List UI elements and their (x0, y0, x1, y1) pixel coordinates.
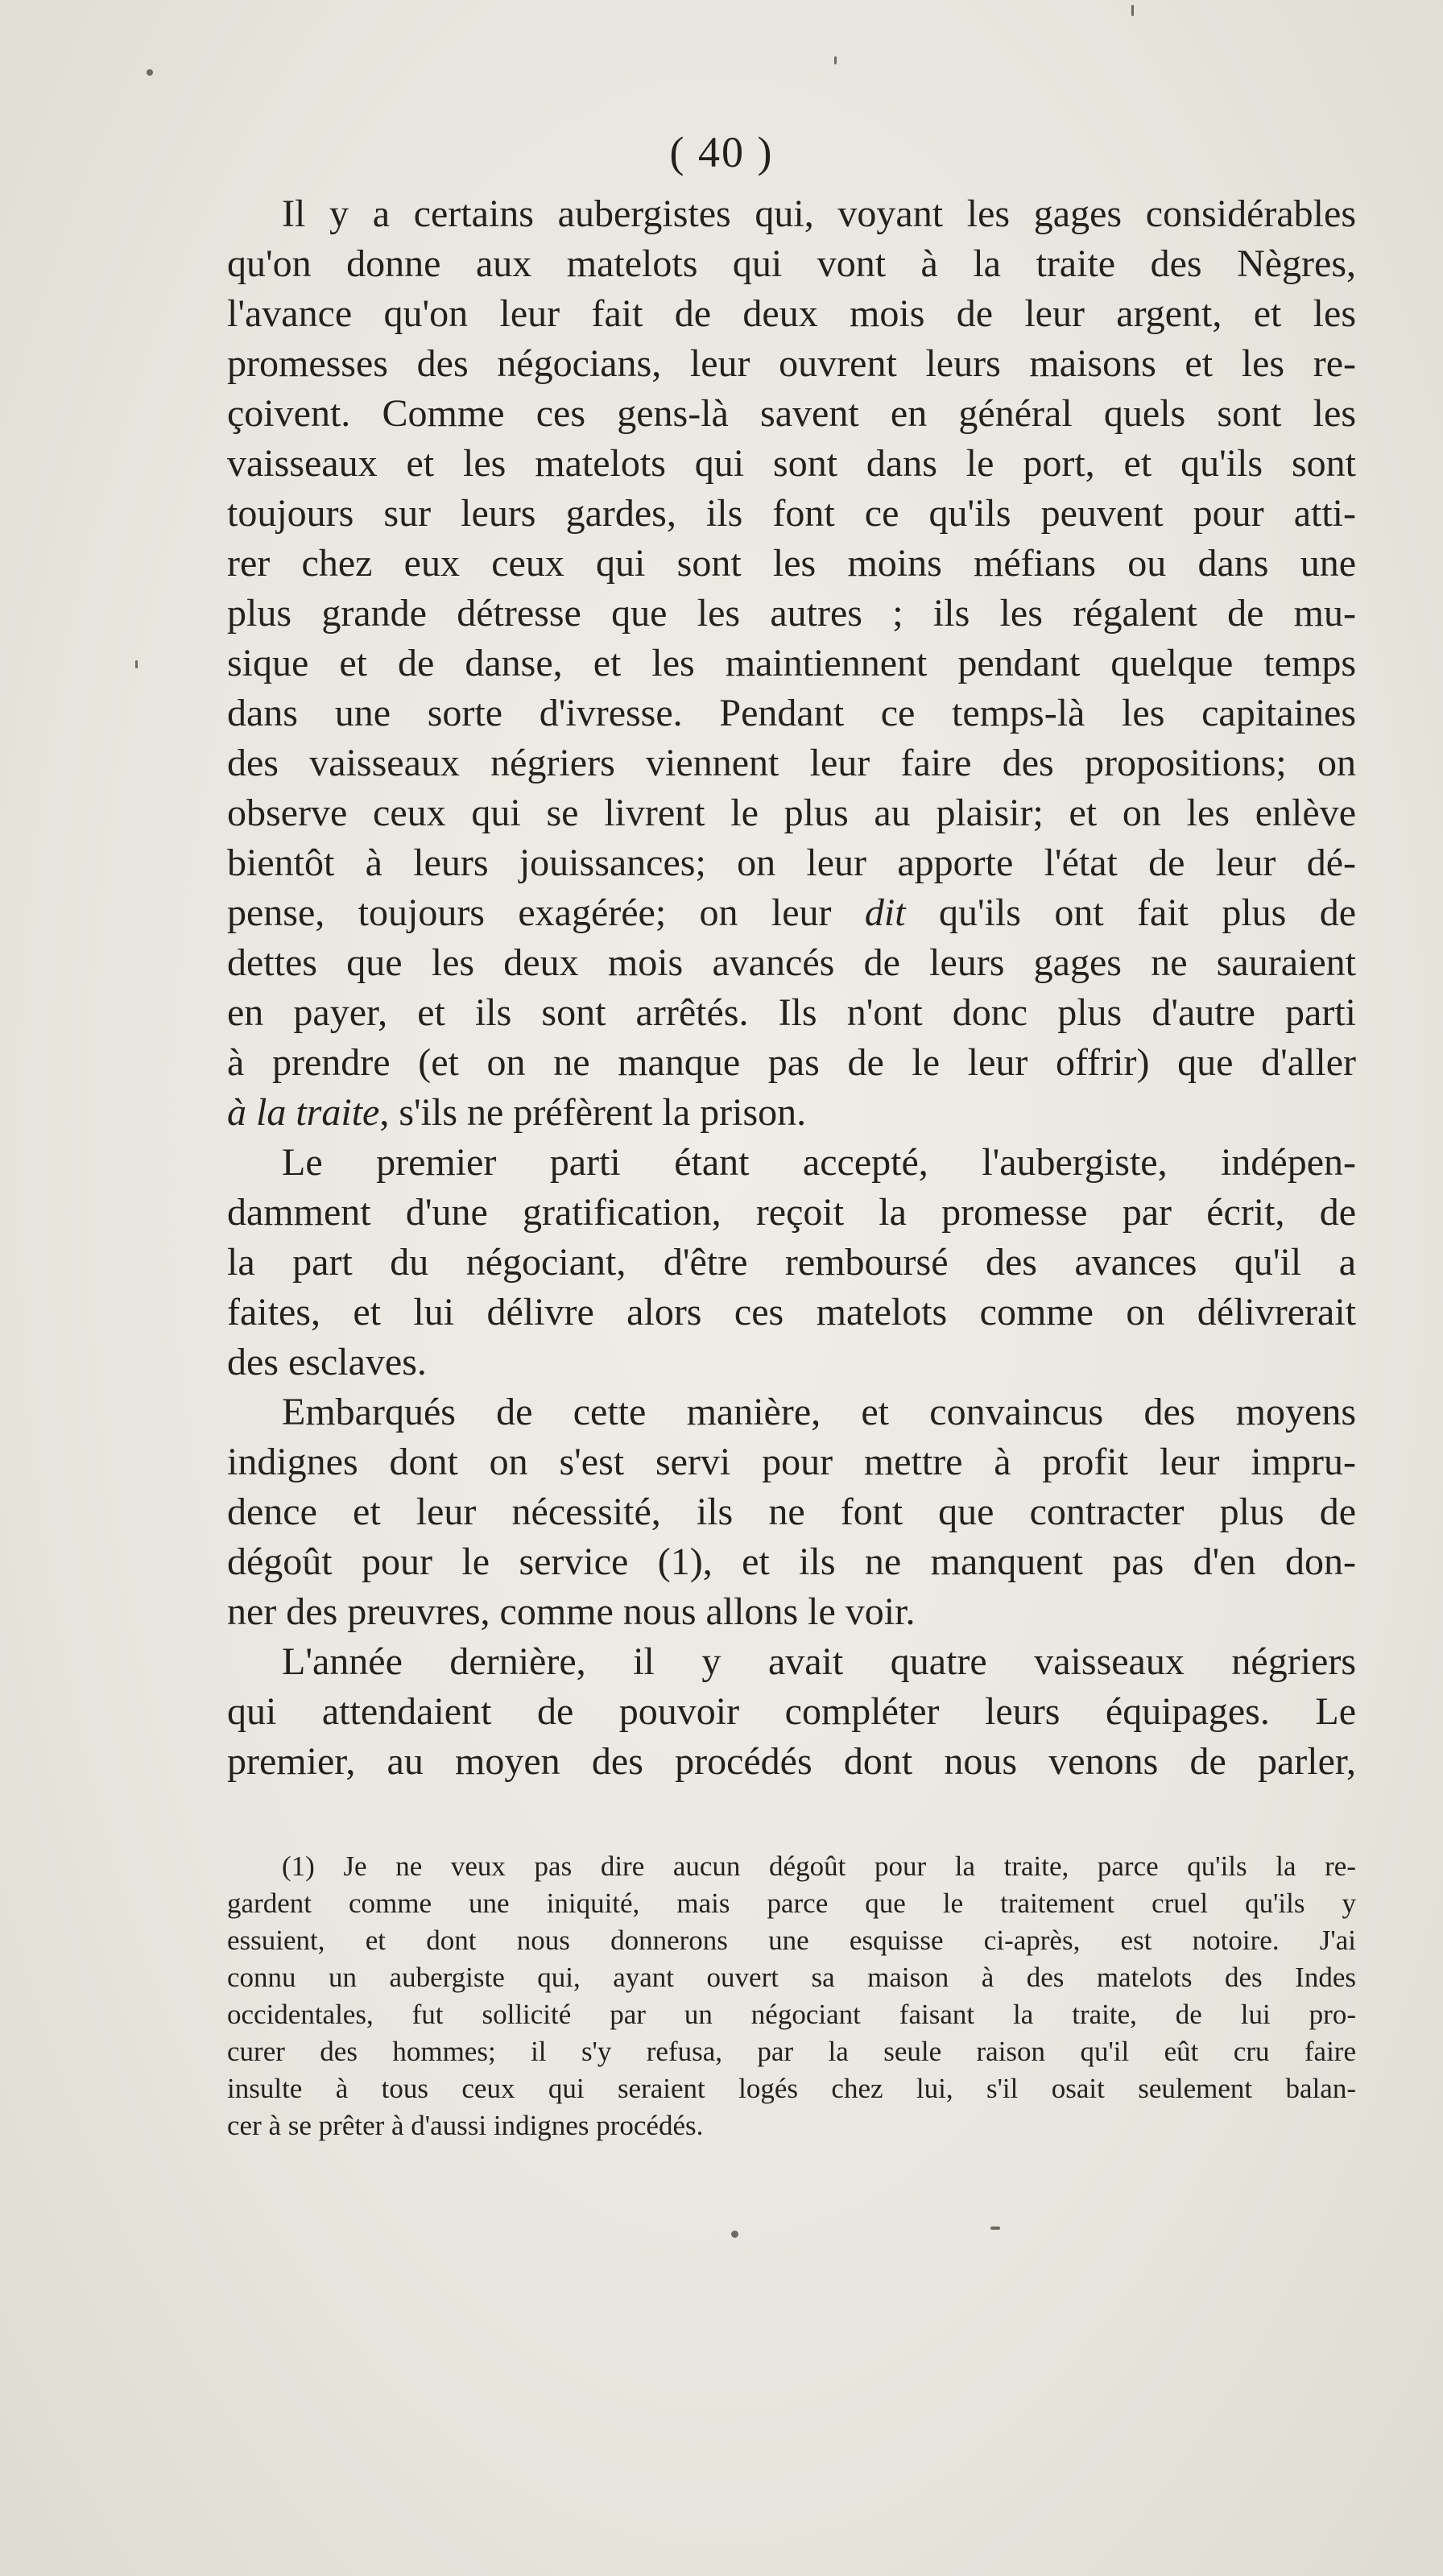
text-line: bientôt à leurs jouissances; on leur apporte l'état de leur dé- (227, 841, 1356, 884)
text-fragment: qu'ils ont fait plus de (938, 891, 1357, 934)
ink-speck (1131, 5, 1134, 16)
italic-word: dit (864, 891, 906, 934)
text-line: la part du négociant, d'être remboursé des avances qu'il a (227, 1241, 1356, 1284)
text-line: promesses des négocians, leur ouvrent leurs maisons et les re- (227, 342, 1356, 385)
text-line: dégoût pour le service (1), et ils ne manquent pas d'en don- (227, 1540, 1356, 1583)
footnote-line: connu un aubergiste qui, ayant ouvert sa maison à des matelots des Indes (227, 1962, 1356, 1993)
text-line: dans une sorte d'ivresse. Pendant ce temps-là les capitaines (227, 692, 1356, 734)
footnote-line: essuient, et dont nous donnerons une esquisse ci-après, est notoire. J'ai (227, 1925, 1356, 1956)
footnote-line: curer des hommes; il s'y refusa, par la seule raison qu'il eût cru faire (227, 2036, 1356, 2067)
text-line: toujours sur leurs gardes, ils font ce qu'ils peuvent pour atti- (227, 492, 1356, 535)
text-line: des vaisseaux négriers viennent leur faire des propositions; on (227, 742, 1356, 784)
text-line: vaisseaux et les matelots qui sont dans le port, et qu'ils sont (227, 442, 1356, 485)
text-line: indignes dont on s'est servi pour mettre à profit leur impru- (227, 1441, 1356, 1483)
text-line: plus grande détresse que les autres ; ils les régalent de mu- (227, 592, 1356, 635)
ink-speck (147, 69, 153, 76)
footnote-line: insulte à tous ceux qui seraient logés chez lui, s'il osait seulement balan- (227, 2073, 1356, 2104)
text-line: rer chez eux ceux qui sont les moins méfians ou dans une (227, 542, 1356, 585)
ink-speck (135, 660, 138, 668)
text-line: Embarqués de cette manière, et convaincus des moyens (282, 1391, 1356, 1433)
text-line: L'année dernière, il y avait quatre vaisseaux négriers (282, 1640, 1356, 1683)
text-line: à prendre (et on ne manque pas de le leur offrir) que d'aller (227, 1041, 1356, 1084)
text-line: dence et leur nécessité, ils ne font que contracter plus de (227, 1491, 1356, 1533)
text-line-with-italic (227, 1088, 1356, 1138)
text-line: premier, au moyen des procédés dont nous venons de parler, (227, 1740, 1356, 1783)
ink-speck (731, 2231, 738, 2238)
text-line: sique et de danse, et les maintiennent pendant quelque temps (227, 642, 1356, 684)
text-line: faites, et lui délivre alors ces matelots comme on délivrerait (227, 1291, 1356, 1333)
text-line: damment d'une gratification, reçoit la promesse par écrit, de (227, 1191, 1356, 1234)
text-line: l'avance qu'on leur fait de deux mois de leur argent, et les (227, 292, 1356, 335)
page-number: ( 40 ) (669, 128, 774, 176)
text-line: ner des preuvres, comme nous allons le voir. (227, 1590, 916, 1633)
footnote-line: gardent comme une iniquité, mais parce que le traitement cruel qu'ils y (227, 1888, 1356, 1919)
text-fragment: , s'ils ne préfèrent la prison. (379, 1091, 807, 1134)
text-line: en payer, et ils sont arrêtés. Ils n'ont donc plus d'autre parti (227, 991, 1356, 1034)
text-line: qu'on donne aux matelots qui vont à la traite des Nègres, (227, 242, 1356, 285)
text-fragment: pense, toujours exagérée; on leur (227, 891, 832, 934)
text-line: Il y a certains aubergistes qui, voyant les gages considérables (282, 192, 1356, 235)
main-text (227, 189, 1356, 1787)
text-line: des esclaves. (227, 1341, 427, 1383)
text-line: qui attendaient de pouvoir compléter leurs équipages. Le (227, 1690, 1356, 1733)
text-line: Le premier parti étant accepté, l'aubergiste, indépen- (282, 1141, 1356, 1184)
footnote-line: occidentales, fut sollicité par un négociant faisant la traite, de lui pro- (227, 1999, 1356, 2030)
text-line: observe ceux qui se livrent le plus au plaisir; et on les enlève (227, 792, 1356, 834)
text-line-with-italic (227, 888, 1356, 938)
footnote (227, 1848, 1356, 2144)
ink-speck (834, 56, 837, 64)
footnote-line: cer à se prêter à d'aussi indignes procédés. (227, 2110, 704, 2141)
text-line: dettes que les deux mois avancés de leurs gages ne sauraient (227, 941, 1356, 984)
text-line: çoivent. Comme ces gens-là savent en général quels sont les (227, 392, 1356, 435)
footnote-line: (1) Je ne veux pas dire aucun dégoût pour la traite, parce qu'ils la re- (282, 1850, 1356, 1882)
ink-speck (990, 2227, 1000, 2230)
italic-phrase: à la traite (227, 1091, 380, 1134)
